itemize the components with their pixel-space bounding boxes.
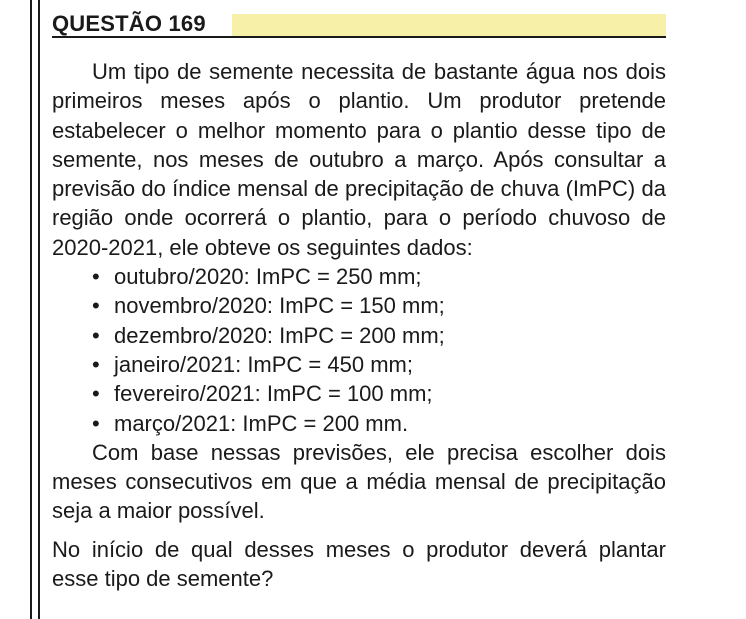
bullet-icon: • — [92, 410, 100, 436]
question-number: QUESTÃO 169 — [52, 11, 206, 36]
question-text — [52, 57, 666, 593]
list-item — [52, 379, 666, 408]
bullet-icon: • — [92, 351, 100, 377]
intro-paragraph: Um tipo de semente necessita de bastante água nos dois primeiros meses após o plantio. Um produtor pretende estabelecer o melhor momento para o plantio desse tipo de semente, nos meses de outubro a março. Após consultar a previsão do índice mensal de precipitação de chuva (ImPC) da região onde ocorrerá o plantio, para o período chuvoso de 2020-2021, ele obteve os seguintes dados: — [52, 59, 666, 260]
bullet-icon: • — [92, 293, 100, 319]
bullet-icon: • — [92, 322, 100, 348]
list-item — [52, 409, 666, 438]
list-item-text: dezembro/2020: ImPC = 200 mm; — [114, 322, 445, 348]
left-margin-rule-outer — [30, 0, 32, 619]
list-item — [52, 291, 666, 320]
bullet-icon: • — [92, 381, 100, 407]
list-item-text: março/2021: ImPC = 200 mm. — [114, 410, 409, 436]
list-item — [52, 321, 666, 350]
question-prompt: No início de qual desses meses o produtor deverá plantar esse tipo de semente? — [52, 536, 666, 592]
list-item — [52, 350, 666, 379]
list-item-text: fevereiro/2021: ImPC = 100 mm; — [114, 381, 433, 407]
list-item-text: novembro/2020: ImPC = 150 mm; — [114, 293, 445, 319]
list-item — [52, 262, 666, 291]
left-margin-rule-inner — [38, 0, 40, 619]
header-underline — [52, 36, 666, 38]
list-item-text: outubro/2020: ImPC = 250 mm; — [114, 264, 422, 290]
bullet-icon: • — [92, 264, 100, 290]
forecast-list — [52, 262, 666, 438]
conclusion-paragraph: Com base nessas previsões, ele precisa escolher dois meses consecutivos em que a média mensal de precipitação seja a maior possível. — [52, 439, 666, 524]
list-item-text: janeiro/2021: ImPC = 450 mm; — [114, 351, 413, 377]
title-highlight-band — [232, 14, 666, 36]
question-header — [52, 8, 666, 38]
